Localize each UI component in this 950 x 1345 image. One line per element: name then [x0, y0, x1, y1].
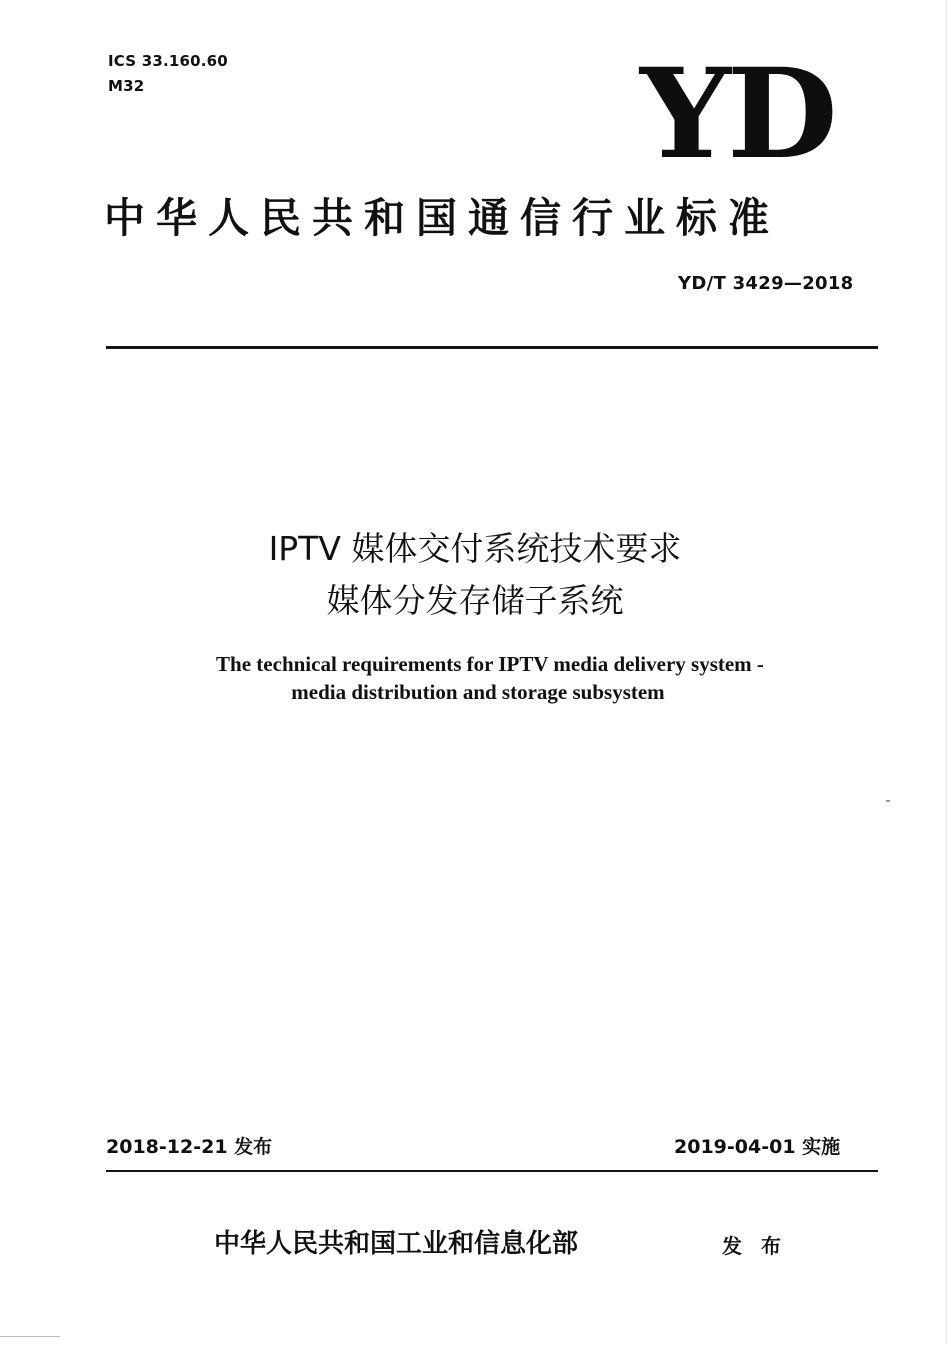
- yd-logo: YD: [640, 42, 834, 187]
- english-title-line-2: media distribution and storage subsystem: [291, 680, 665, 704]
- publisher-name: 中华人民共和国工业和信息化部: [214, 1229, 579, 1259]
- implementation-date: 2019-04-01 实施: [674, 1136, 841, 1158]
- top-divider: [106, 346, 878, 349]
- classification-code: M32: [108, 77, 145, 95]
- publish-label: 发 布: [722, 1234, 787, 1258]
- industry-standard-title: 中华人民共和国通信行业标准: [104, 194, 780, 242]
- scan-artifact: [886, 800, 890, 802]
- scan-artifact: [0, 1336, 60, 1337]
- chinese-title-line-1: IPTV 媒体交付系统技术要求: [268, 529, 682, 568]
- english-title-line-1: The technical requirements for IPTV media delivery system -: [216, 652, 764, 676]
- chinese-title-line-2: 媒体分发存储子系统: [326, 581, 624, 620]
- issue-date: 2018-12-21 发布: [106, 1136, 273, 1158]
- scan-edge: [946, 0, 947, 1345]
- ics-code: ICS 33.160.60: [108, 52, 228, 70]
- bottom-divider: [106, 1170, 878, 1172]
- standard-number: YD/T 3429—2018: [678, 273, 854, 294]
